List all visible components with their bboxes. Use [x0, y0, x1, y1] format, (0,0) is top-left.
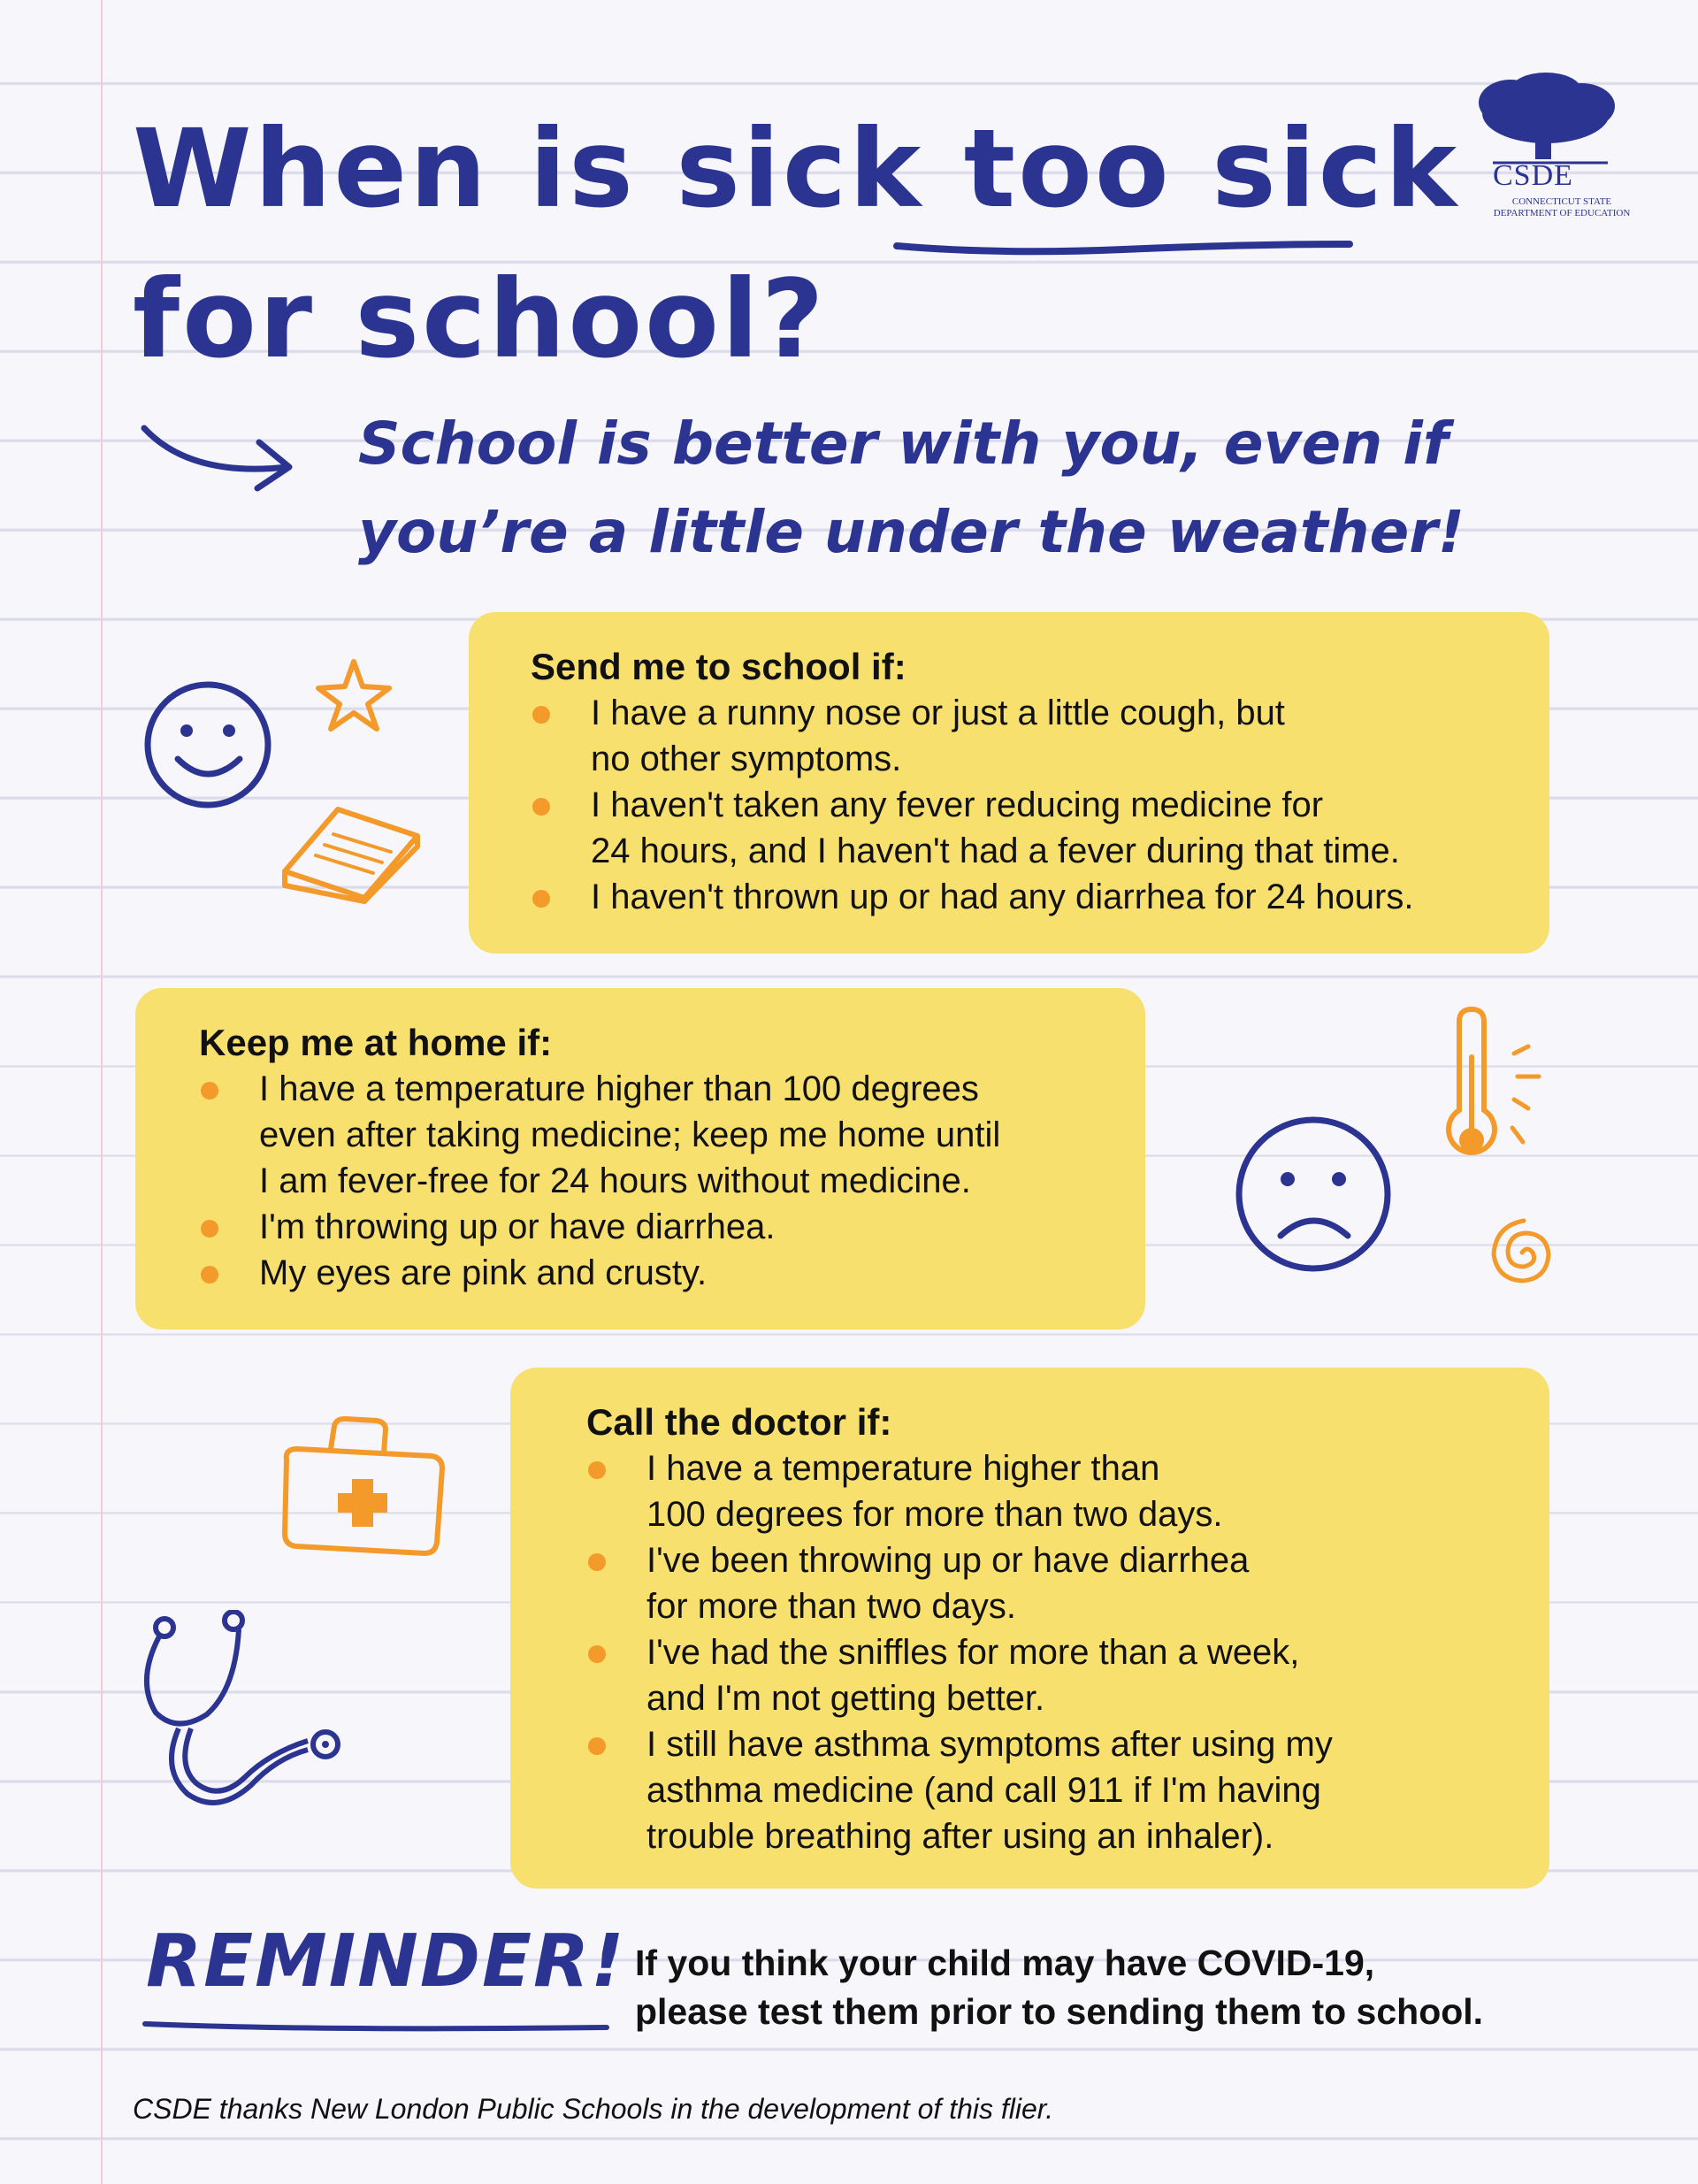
- call-doctor-list: [586, 1445, 1473, 1859]
- bullet-icon: [532, 890, 550, 908]
- call-doctor-heading: Call the doctor if:: [586, 1401, 892, 1443]
- logo-subtitle: CONNECTICUT STATE DEPARTMENT OF EDUCATION: [1493, 196, 1631, 218]
- title-prefix: When is sick: [133, 106, 964, 232]
- reminder-text: If you think your child may have COVID-19, please test them prior to sending them to school.: [635, 1943, 1484, 2032]
- keep-at-home-list: [199, 1066, 1082, 1296]
- send-to-school-list: [531, 690, 1488, 920]
- list-item: My eyes are pink and crusty.: [199, 1250, 1082, 1296]
- title-line-2: for school?: [133, 257, 827, 382]
- spiral-icon: [1481, 1212, 1561, 1291]
- send-to-school-heading: Send me to school if:: [531, 646, 906, 687]
- smiley-face-icon: [137, 674, 279, 816]
- logo-wordmark: CSDE: [1493, 159, 1573, 192]
- tree-logo-icon: [1457, 71, 1634, 168]
- notebook-margin-line: [101, 0, 103, 2184]
- title-underline: [893, 232, 1353, 258]
- send-to-school-card: [469, 612, 1549, 954]
- bullet-icon: [588, 1461, 606, 1479]
- list-item: I have a temperature higher than 100 degrees for more than two days.: [586, 1445, 1473, 1537]
- list-item: I haven't thrown up or had any diarrhea for 24 hours.: [531, 874, 1488, 920]
- bullet-icon: [532, 706, 550, 724]
- bullet-icon: [588, 1645, 606, 1663]
- title-emphasis: too sick: [963, 106, 1460, 232]
- bullet-icon: [201, 1082, 218, 1100]
- subtitle-line-2: you’re a little under the weather!: [358, 498, 1465, 566]
- keep-at-home-card: [135, 988, 1145, 1330]
- bullet-icon: [588, 1553, 606, 1571]
- thermometer-icon: [1424, 1004, 1556, 1181]
- subtitle: [358, 400, 1465, 577]
- list-item: I've had the sniffles for more than a week, and I'm not getting better.: [586, 1629, 1473, 1721]
- sad-face-icon: [1229, 1110, 1397, 1278]
- stethoscope-icon: [134, 1610, 356, 1822]
- first-aid-kit-icon: [274, 1414, 451, 1564]
- bullet-icon: [588, 1737, 606, 1755]
- bullet-icon: [532, 798, 550, 816]
- list-item: I'm throwing up or have diarrhea.: [199, 1204, 1082, 1250]
- bullet-icon: [201, 1220, 218, 1238]
- list-item: I haven't taken any fever reducing medicine for 24 hours, and I haven't had a fever during that time.: [531, 782, 1488, 874]
- title-line-1: [133, 106, 1460, 232]
- list-item: I have a temperature higher than 100 degrees even after taking medicine; keep me home until I am fever-free for 24 hours without medicine.: [199, 1066, 1082, 1204]
- reminder-heading: REMINDER!: [146, 1920, 626, 2004]
- subtitle-line-1: School is better with you, even if: [358, 410, 1449, 478]
- list-item: I have a runny nose or just a little cough, but no other symptoms.: [531, 690, 1488, 782]
- call-doctor-card: [510, 1368, 1549, 1889]
- list-item: I've been throwing up or have diarrhea for more than two days.: [586, 1537, 1473, 1629]
- bullet-icon: [201, 1266, 218, 1284]
- arrow-icon: [137, 407, 296, 495]
- star-icon: [310, 655, 398, 734]
- book-icon: [276, 792, 426, 907]
- reminder-underline: [142, 2015, 610, 2036]
- keep-at-home-heading: Keep me at home if:: [199, 1022, 553, 1063]
- list-item: I still have asthma symptoms after using my asthma medicine (and call 911 if I'm having trouble breathing after using an inhaler).: [586, 1721, 1473, 1859]
- credit-text: CSDE thanks New London Public Schools in the development of this flier.: [133, 2093, 1054, 2125]
- csde-logo: [1457, 71, 1634, 218]
